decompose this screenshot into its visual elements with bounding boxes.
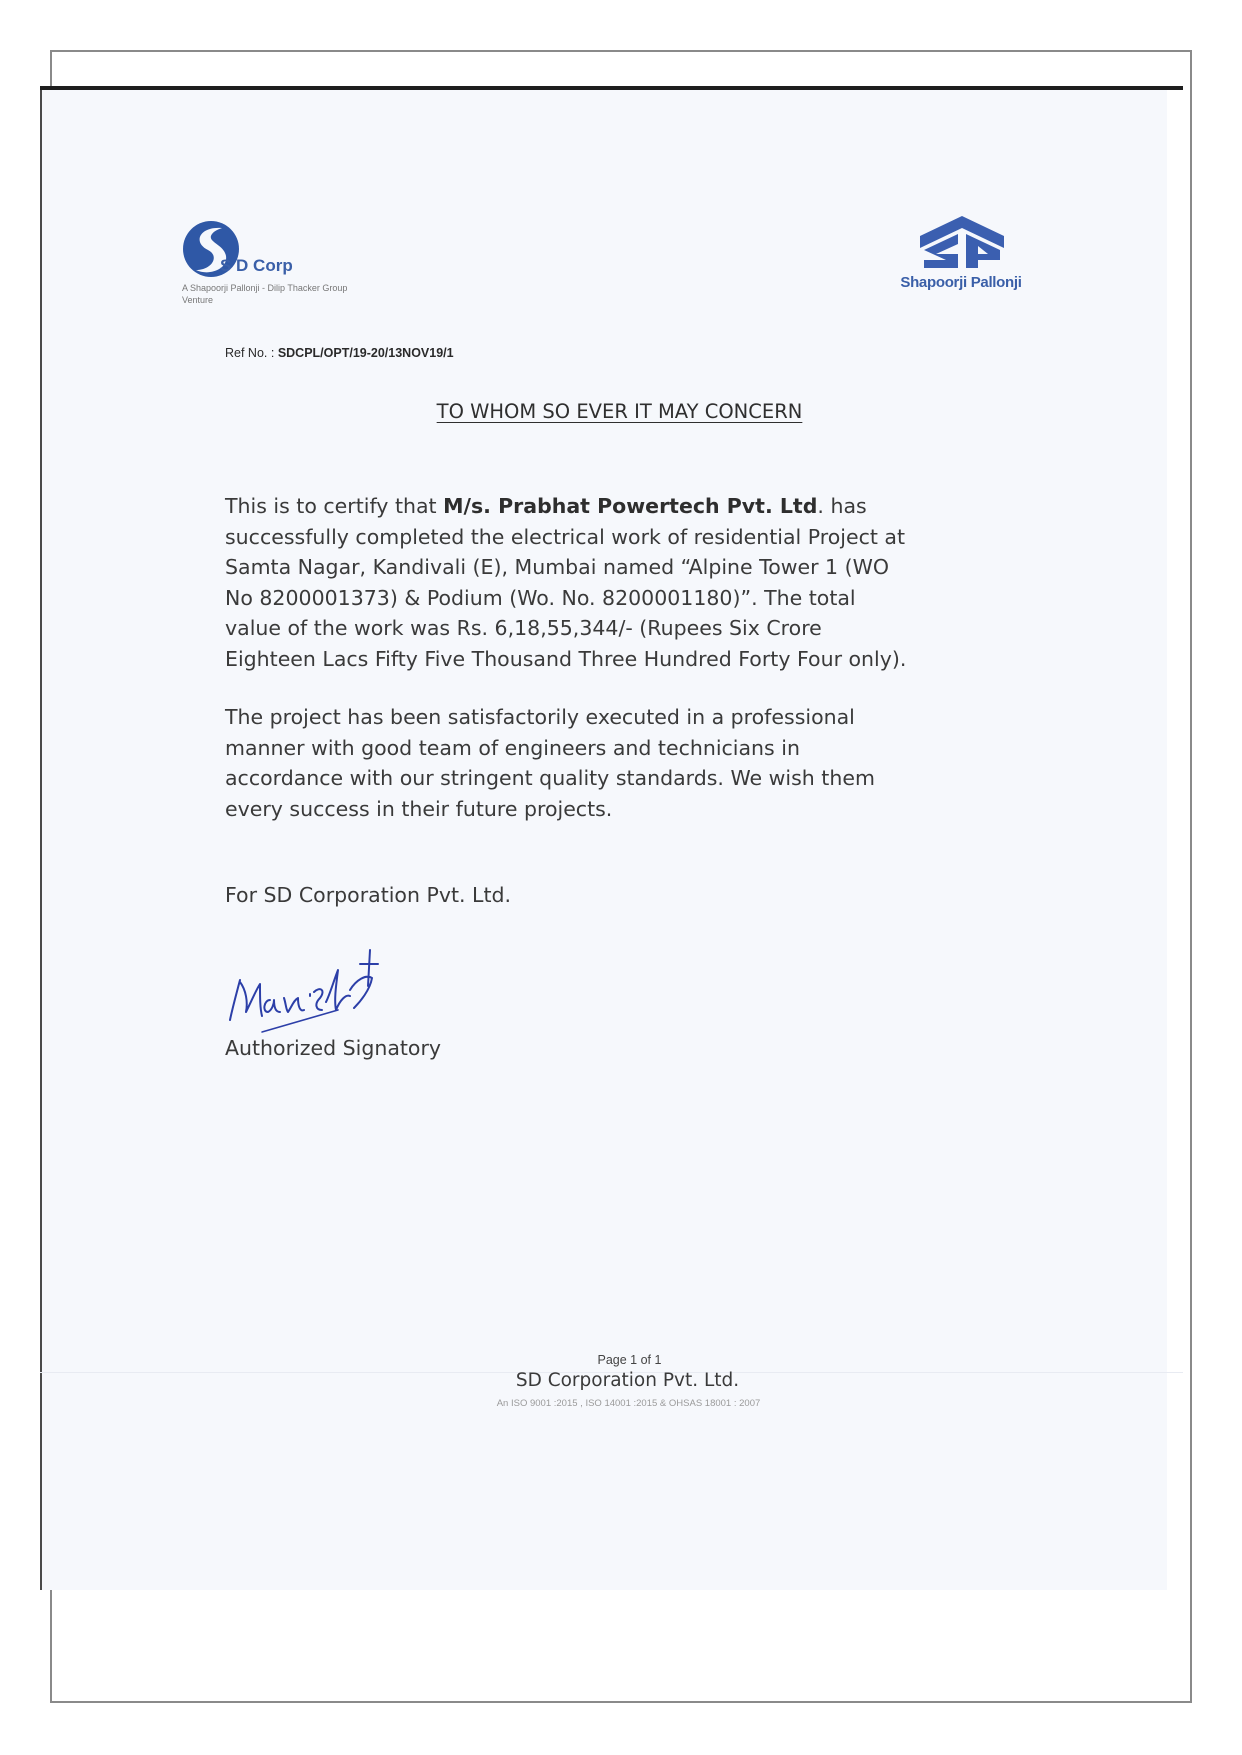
page-number (40, 1353, 1183, 1367)
contractor-name: M/s. Prabhat Powertech Pvt. Ltd (443, 494, 818, 518)
shapoorji-pallonji-logo-name: Shapoorji Pallonji (900, 274, 1022, 291)
reference-value: SDCPL/OPT/19-20/13NOV19/1 (277, 346, 454, 360)
shapoorji-pallonji-logo (886, 214, 1046, 304)
handwritten-signature (210, 920, 400, 1040)
paragraph-line: manner with good team of engineers and technicians in (225, 735, 800, 760)
letter-heading (40, 400, 1183, 423)
footer-certification (40, 1398, 1183, 1409)
page-number-text: Page 1 of 1 (597, 1353, 662, 1367)
paragraph-line (225, 491, 945, 522)
paragraph-line: Samta Nagar, Kandivali (E), Mumbai named “Alpine Tower 1 (WO (225, 555, 890, 579)
line-text: . has (817, 494, 867, 518)
scanned-letter (40, 86, 1183, 1590)
letter-heading-text: TO WHOM SO EVER IT MAY CONCERN (436, 400, 803, 423)
paragraph-line: No 8200001373) & Podium (Wo. No. 8200001180)”. The total (225, 585, 856, 610)
line-text: This is to certify that (225, 494, 444, 518)
footer-company-name: SD Corporation Pvt. Ltd. (515, 1370, 740, 1391)
reference-label: Ref No. : (225, 346, 275, 360)
authorized-signatory: Authorized Signatory (225, 1036, 442, 1060)
sd-corp-logo (182, 220, 382, 320)
shapoorji-pallonji-logo-icon (918, 214, 1006, 269)
paragraph-line: value of the work was Rs. 6,18,55,344/- (Rupees Six Crore (225, 616, 822, 640)
footer-certification-text: An ISO 9001 :2015 , ISO 14001 :2015 & OHSAS 18001 : 2007 (496, 1398, 761, 1409)
footer-company (40, 1370, 1183, 1391)
sd-corp-logo-name: S D Corp (220, 256, 293, 275)
paragraph-line: The project has been satisfactorily executed in a professional (225, 705, 855, 729)
certification-paragraph (225, 491, 945, 674)
paragraph-line: every success in their future projects. (225, 796, 613, 821)
paragraph-line: successfully completed the electrical work of residential Project at (225, 524, 906, 549)
paragraph-line: Eighteen Lacs Fifty Five Thousand Three Hundred Forty Four only). (225, 646, 907, 671)
reference-number (225, 346, 454, 360)
sd-corp-tagline: A Shapoorji Pallonji - Dilip Thacker Group Venture (182, 283, 348, 305)
appreciation-paragraph (225, 702, 945, 824)
closing-line: For SD Corporation Pvt. Ltd. (225, 883, 512, 907)
paragraph-line: accordance with our stringent quality standards. We wish them (225, 766, 875, 790)
